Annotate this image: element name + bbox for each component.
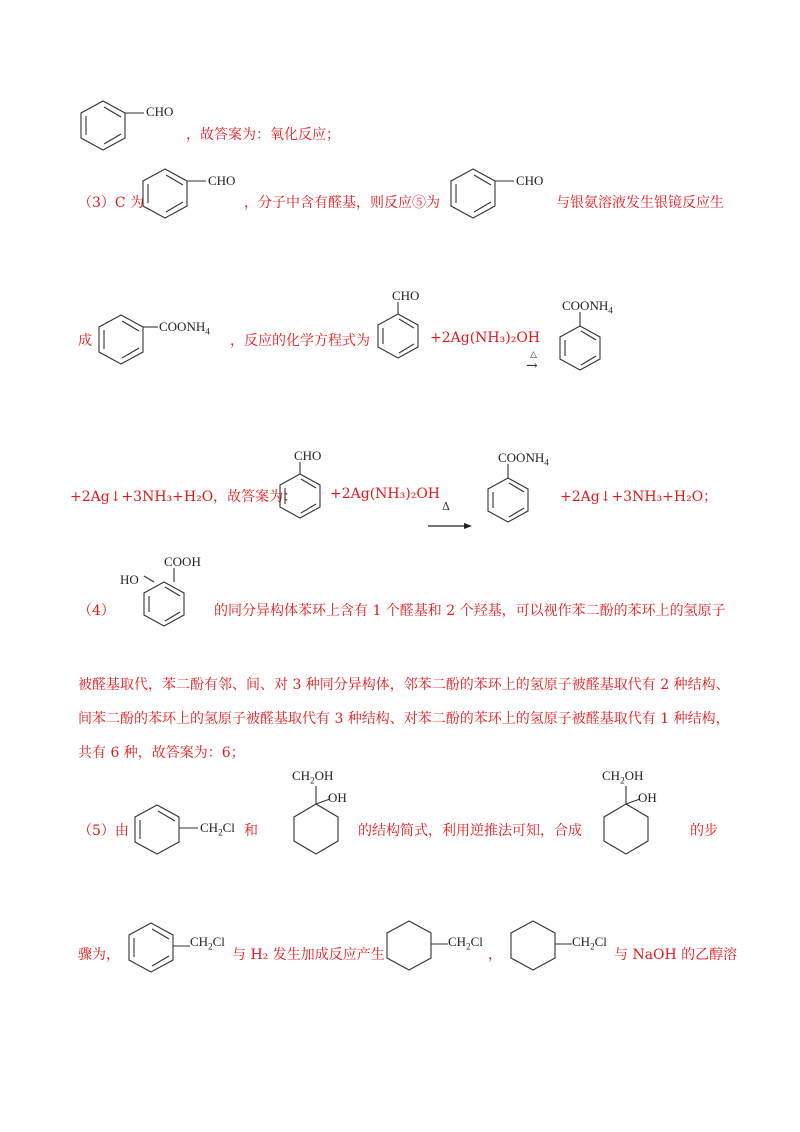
text-aldehyde-group: ，分子中含有醛基，则反应⑤为 xyxy=(244,195,440,211)
ammonium-benzoate-structure xyxy=(96,310,226,370)
text-silver-mirror: 与银氨溶液发生银镜反应生 xyxy=(556,195,724,211)
cho-label: CHO xyxy=(294,448,322,463)
text-naoh-ethanol: 与 NaOH 的乙醇溶 xyxy=(614,947,738,963)
part3-label: （3）C 为 xyxy=(78,195,145,211)
text-steps-prefix: 的步 xyxy=(690,823,718,839)
text-hydrogen-addition: 与 H₂ 发生加成反应产生 xyxy=(232,947,385,963)
text-cheng: 成 xyxy=(78,333,92,349)
ch2oh-label: $CH_2OH$ xyxy=(292,768,334,786)
cooh-label: COOH xyxy=(164,554,201,569)
cho-label: CHO xyxy=(146,104,174,119)
ho-label: HO xyxy=(120,572,139,587)
paragraph-line-1: 被醛基取代，苯二酚有邻、间、对 3 种同分异构体，邻苯二酚的苯环上的氢原子被醛基取代有 2 种结构、 xyxy=(78,677,730,693)
reagent-silver-ammonia: +2Ag(NH₃)₂OH xyxy=(330,486,441,502)
benzyl-chloride-structure xyxy=(126,918,236,978)
cyclohexadiene-ch2cl-structure xyxy=(132,800,242,860)
reaction-arrow xyxy=(428,518,472,526)
text-and: 和 xyxy=(244,823,258,839)
ammonium-benzoate-vertical-structure xyxy=(478,448,568,538)
products-text-answer: +2Ag↓+3NH₃+H₂O； xyxy=(560,489,718,505)
ch2oh-label: $CH_2OH$ xyxy=(602,768,644,786)
reagent-silver-ammonia: +2Ag(NH₃)₂OH xyxy=(430,330,541,346)
ammonium-benzoate-vertical-structure xyxy=(548,296,638,386)
cyclohexylmethanol-structure xyxy=(270,766,360,866)
coonh4-label: $COONH_4$ xyxy=(562,298,613,316)
text-steps: 骤为， xyxy=(78,947,120,963)
ch2cl-label: $CH_2Cl$ xyxy=(572,934,607,952)
part4-label: （4） xyxy=(78,603,115,619)
part5-label: （5）由 xyxy=(78,823,129,839)
cho-label: CHO xyxy=(208,173,236,188)
coonh4-label: $COONH_4$ xyxy=(159,319,210,337)
answer-oxidation-text: ，故答案为：氧化反应； xyxy=(186,127,340,143)
cho-label: CHO xyxy=(392,288,420,303)
text-equation-intro: ，反应的化学方程式为 xyxy=(230,333,370,349)
heat-condition: △ xyxy=(530,350,537,360)
cho-label: CHO xyxy=(516,173,544,188)
paragraph-line-3: 共有 6 种，故答案为：6； xyxy=(78,745,245,761)
products-text: +2Ag↓+3NH₃+H₂O，故答案为： xyxy=(70,489,298,505)
coonh4-label: $COONH_4$ xyxy=(498,450,549,468)
oh-label: OH xyxy=(328,790,347,805)
salicylic-acid-structure xyxy=(116,552,216,642)
ch2cl-label: $CH_2Cl$ xyxy=(448,934,483,952)
benzaldehyde-structure xyxy=(140,164,250,224)
ch2cl-label: $CH_2Cl$ xyxy=(190,934,225,952)
cyclohexylmethanol-structure xyxy=(580,766,670,866)
cyclohexylmethyl-chloride-structure xyxy=(384,916,494,976)
text-isomers: 的同分异构体苯环上含有 1 个醛基和 2 个羟基，可以视作苯二酚的苯环上的氢原子 xyxy=(214,603,726,619)
paragraph-line-2: 间苯二酚的苯环上的氢原子被醛基取代有 3 种结构、对苯二酚的苯环上的氢原子被醛基取代有 1 种结构， xyxy=(78,711,730,727)
benzaldehyde-structure xyxy=(448,164,558,224)
text-comma: ， xyxy=(488,947,502,963)
reaction-arrow: → xyxy=(526,358,538,374)
benzaldehyde-vertical-structure xyxy=(276,448,336,528)
oh-label: OH xyxy=(638,790,657,805)
cyclohexylmethyl-chloride-structure xyxy=(508,916,618,976)
ch2cl-label: $CH_2Cl$ xyxy=(200,820,235,838)
benzaldehyde-vertical-structure xyxy=(374,288,434,368)
benzaldehyde-structure xyxy=(78,96,188,156)
text-retrosynthesis: 的结构简式，利用逆推法可知，合成 xyxy=(358,823,582,839)
heat-condition: Δ xyxy=(442,500,450,513)
